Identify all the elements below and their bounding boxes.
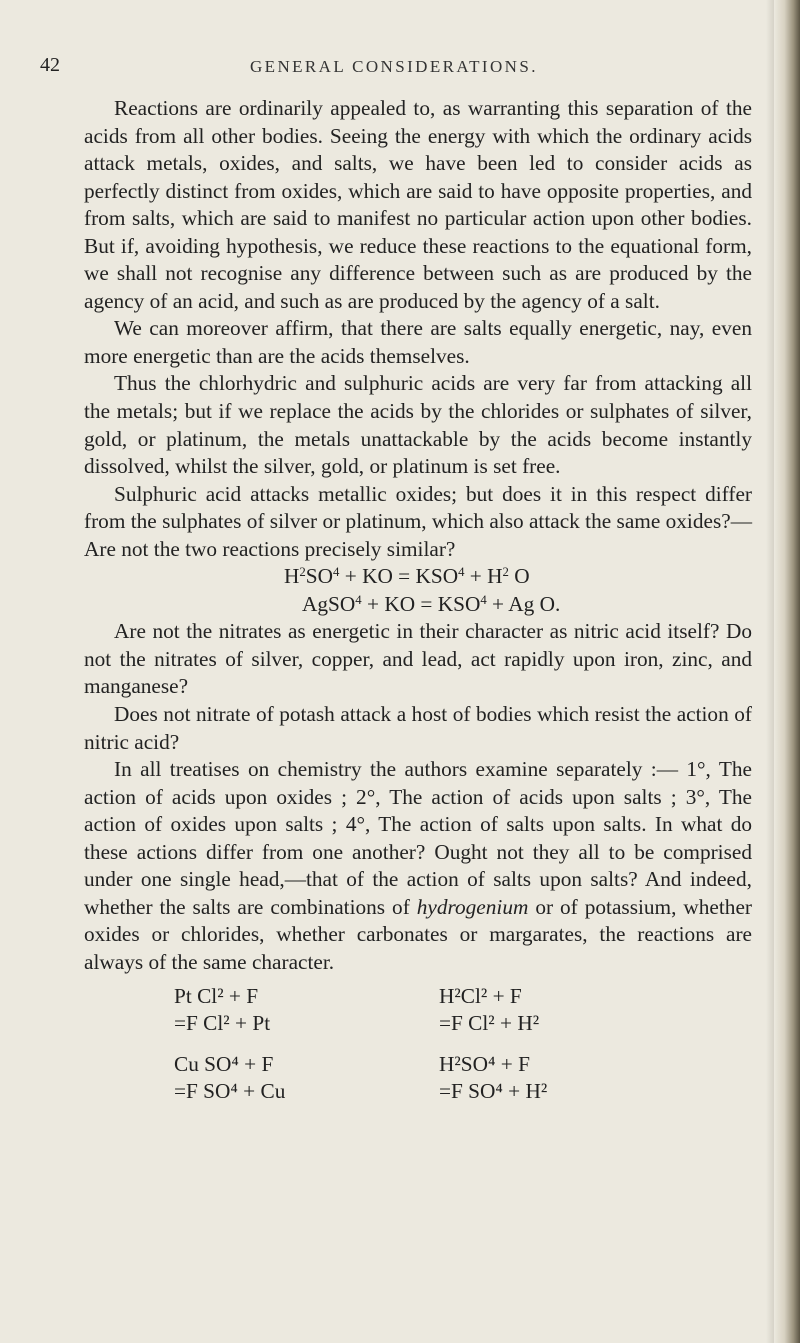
equation-line: $H^2SO^4$ + KO = $KSO^4 + H^2$ O xyxy=(284,564,530,589)
paragraph-chlorhydric: Thus the chlorhydric and sulphuric acids are very far from attacking all the metals; but if we replace the acids by the chlorides or sulphates of silver, gold, or platinum, the metals unattackable by the acids become instantly dissolved, whilst the silver, gold, or platinum is set free. xyxy=(84,371,752,479)
paragraph-sulphuric: Sulphuric acid attacks metallic oxides; but does it in this respect differ from the sulphates of silver or platinum, which also attack the same oxides?—Are not the two reactions precisely similar? xyxy=(84,481,752,561)
equation-group-b xyxy=(84,977,752,1103)
equation-row xyxy=(84,1078,752,1105)
equation-row xyxy=(84,983,752,1010)
paragraph-nitrates: Are not the nitrates as energetic in their character as nitric acid itself? Do not the nitrates of silver, copper, and lead, act rapidly upon iron, zinc, and manganese? xyxy=(84,619,752,699)
paragraph-salts-energetic: We can moreover affirm, that there are salts equally energetic, nay, even more energetic than are the acids themselves. xyxy=(84,316,752,368)
paragraph-nitrate-potash: Does not nitrate of potash attack a host of bodies which resist the action of nitric acid? xyxy=(84,702,752,754)
equation-right: =F Cl² + H² xyxy=(439,1010,540,1035)
equation-group-a xyxy=(84,563,752,618)
running-head: GENERAL CONSIDERATIONS. xyxy=(250,57,538,76)
italic-term: hydrogenium xyxy=(416,894,529,919)
equation-left: =F SO⁴ + Cu xyxy=(174,1078,286,1103)
equation-row xyxy=(84,1010,752,1037)
page-edge xyxy=(774,0,800,1343)
paragraph-treatises: In all treatises on chemistry the authors examine separately :— 1°, The action of acids upon oxides ; 2°, The action of acids upon salts ; 3°, The action of oxides upon salts ; 4°, The action of salts upon salts. In what do these actions differ from one another? Ought not they all to be comprised under one single head,—that of the action of salts upon salts? And indeed, whether the salts are combinations of hydrogenium or of potassium, whether oxides or chlorides, whether carbonates or margarates, the reactions are always of the same character. xyxy=(84,757,752,974)
page-header xyxy=(40,54,760,90)
equation-left: Pt Cl² + F xyxy=(174,983,259,1008)
body-text xyxy=(84,95,752,1103)
equation-left: =F Cl² + Pt xyxy=(174,1010,271,1035)
equation-right: H²SO⁴ + F xyxy=(439,1051,530,1076)
equation-line: AgSO$^4$ + KO = $KSO^4 + Ag$ O. xyxy=(302,591,561,616)
equation-left: Cu SO⁴ + F xyxy=(174,1051,274,1076)
paragraph-reactions: Reactions are ordinarily appealed to, as warranting this separation of the acids from all other bodies. Seeing the energy with which the ordinary acids attack metals, oxides, and salts, we have been led to consider acids as perfectly distinct from oxides, which are said to have opposite properties, and from salts, which are said to manifest no particular action upon other bodies. But if, avoiding hypothesis, we reduce these reactions to the equational form, we shall not recognise any difference between such as are produced by the agency of an acid, and such as are produced by the agency of a salt. xyxy=(84,96,752,313)
equation-row xyxy=(84,1051,752,1078)
equation-right: H²Cl² + F xyxy=(439,983,522,1008)
page-number: 42 xyxy=(40,54,60,76)
page-edge-shade xyxy=(766,0,774,1343)
equation-right: =F SO⁴ + H² xyxy=(439,1078,548,1103)
